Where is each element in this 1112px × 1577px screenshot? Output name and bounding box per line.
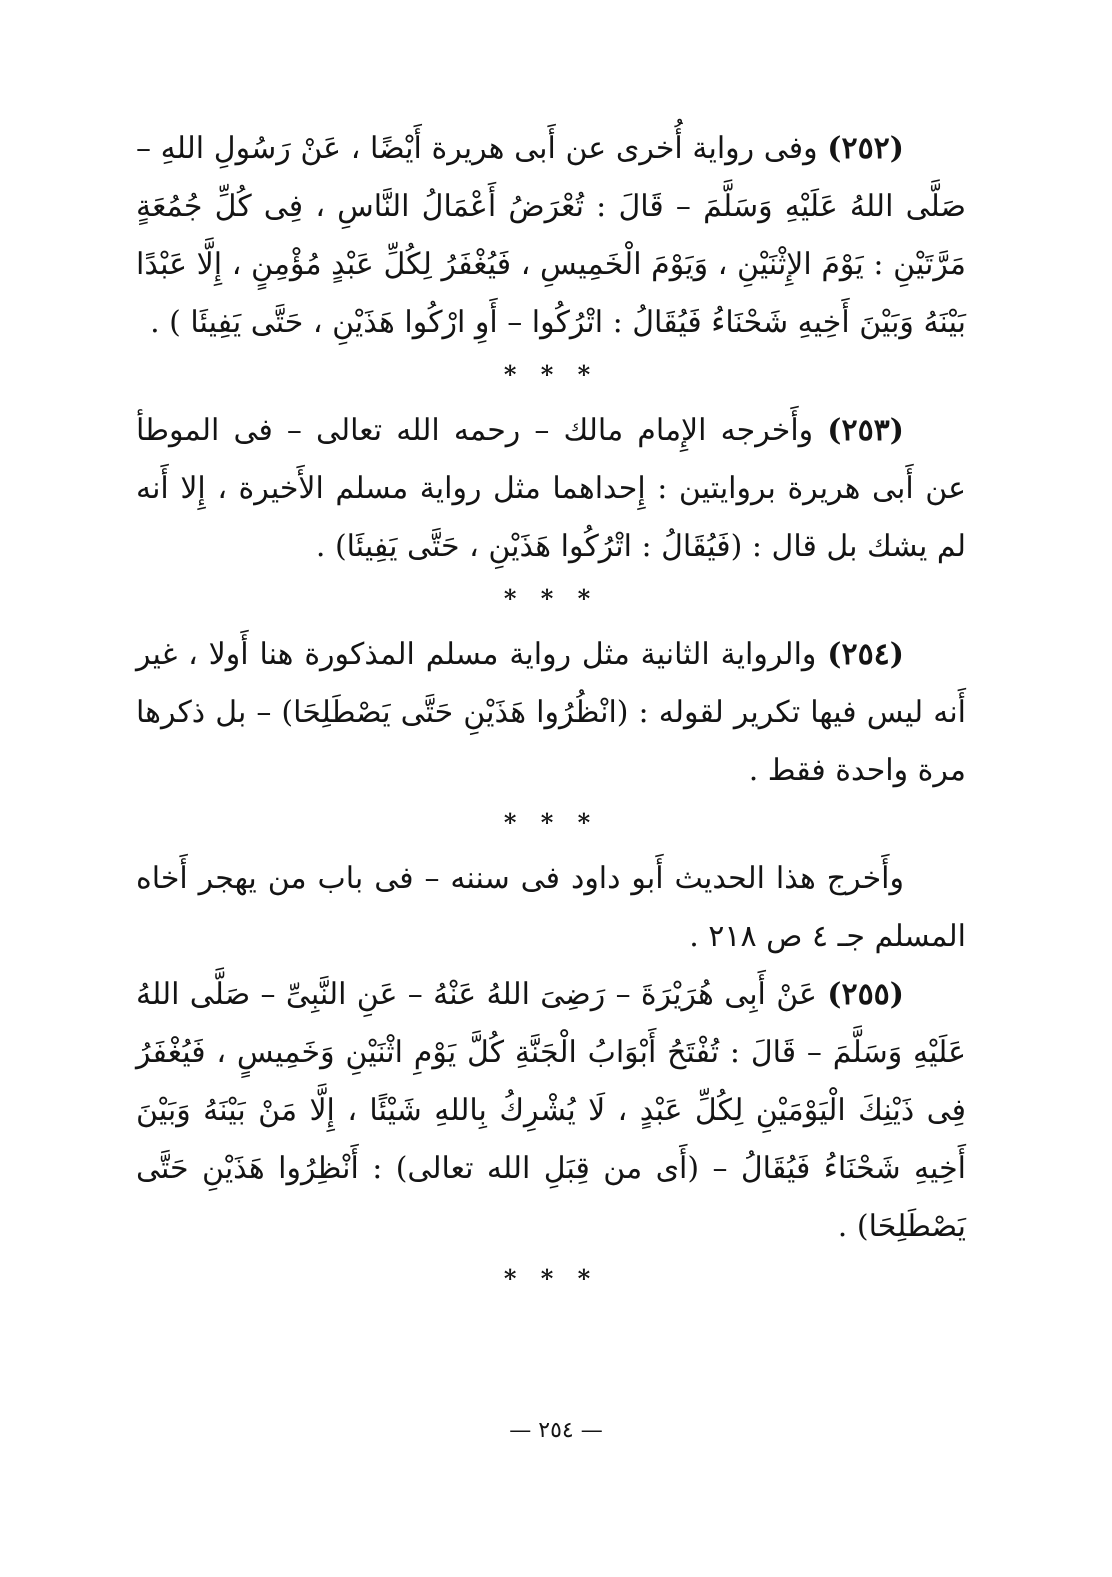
hadith-number: (٢٥٢) bbox=[827, 131, 904, 166]
page-body bbox=[136, 120, 966, 1306]
note-text: وأَخرج هذا الحديث أَبو داود فى سننه – فى باب من يهجر أَخاه المسلم جـ ٤ ص ٢١٨ . bbox=[136, 861, 966, 954]
page-number: — ٢٥٤ — bbox=[509, 1418, 603, 1443]
hadith-number: (٢٥٥) bbox=[827, 977, 904, 1012]
section-separator: * * * bbox=[503, 808, 599, 837]
hadith-text: وأَخرجه الإِمام مالك – رحمه الله تعالى – فى الموطأ عن أَبى هريرة بروايتين : إِحداهما مثل رواية مسلم الأَخيرة ، إِلا أَنه لم يشك بل قال : (فَيُقَالُ : اتْرُكُوا هَذَيْنِ ، حَتَّى يَفِيئَا) . bbox=[136, 413, 966, 564]
hadith-number: (٢٥٣) bbox=[827, 413, 904, 448]
hadith-number: (٢٥٤) bbox=[827, 637, 904, 672]
abu-dawud-note bbox=[136, 850, 966, 966]
hadith-255 bbox=[136, 966, 966, 1256]
hadith-253 bbox=[136, 402, 966, 576]
section-separator: * * * bbox=[503, 360, 599, 389]
hadith-text: وفى رواية أُخرى عن أَبى هريرة أَيْضًا ، عَنْ رَسُولِ اللهِ – صَلَّى اللهُ عَلَيْهِ وَسَلَّمَ – قَالَ : تُعْرَضُ أَعْمَالُ النَّاسِ ، فِى كُلِّ جُمُعَةٍ مَرَّتَيْنِ : يَوْمَ الإِثْنَيْنِ ، وَيَوْمَ الْخَمِيسِ ، فَيُغْفَرُ لِكُلِّ عَبْدٍ مُؤْمِنٍ ، إِلَّا عَبْدًا بَيْنَهُ وَبَيْنَ أَخِيهِ شَحْنَاءُ فَيُقَالُ : اتْرُكُوا – أَوِ ارْكُوا هَذَيْنِ ، حَتَّى يَفِيئَا ) . bbox=[136, 131, 967, 340]
section-separator: * * * bbox=[503, 1264, 599, 1293]
hadith-254 bbox=[136, 626, 966, 800]
hadith-text: والرواية الثانية مثل رواية مسلم المذكورة هنا أَولا ، غير أَنه ليس فيها تكرير لقوله : (انْظُرُوا هَذَيْنِ حَتَّى يَصْطَلِحَا) – بل ذكرها مرة واحدة فقط . bbox=[136, 637, 966, 788]
section-separator: * * * bbox=[503, 584, 599, 613]
hadith-252 bbox=[136, 120, 966, 352]
hadith-text: عَنْ أَبِى هُرَيْرَةَ – رَضِىَ اللهُ عَنْهُ – عَنِ النَّبِىِّ – صَلَّى اللهُ عَلَيْهِ وَسَلَّمَ – قَالَ : تُفْتَحُ أَبْوَابُ الْجَنَّةِ كُلَّ يَوْمِ اثْنَيْنِ وَخَمِيسٍ ، فَيُغْفَرُ فِى ذَيْنِكَ الْيَوْمَيْنِ لِكُلِّ عَبْدٍ ، لَا يُشْرِكُ بِاللهِ شَيْئًا ، إِلَّا مَنْ بَيْنَهُ وَبَيْنَ أَخِيهِ شَحْنَاءُ فَيُقَالُ – (أَى من قِبَلِ الله تعالى) : أَنْظِرُوا هَذَيْنِ حَتَّى يَصْطَلِحَا) . bbox=[136, 977, 966, 1244]
